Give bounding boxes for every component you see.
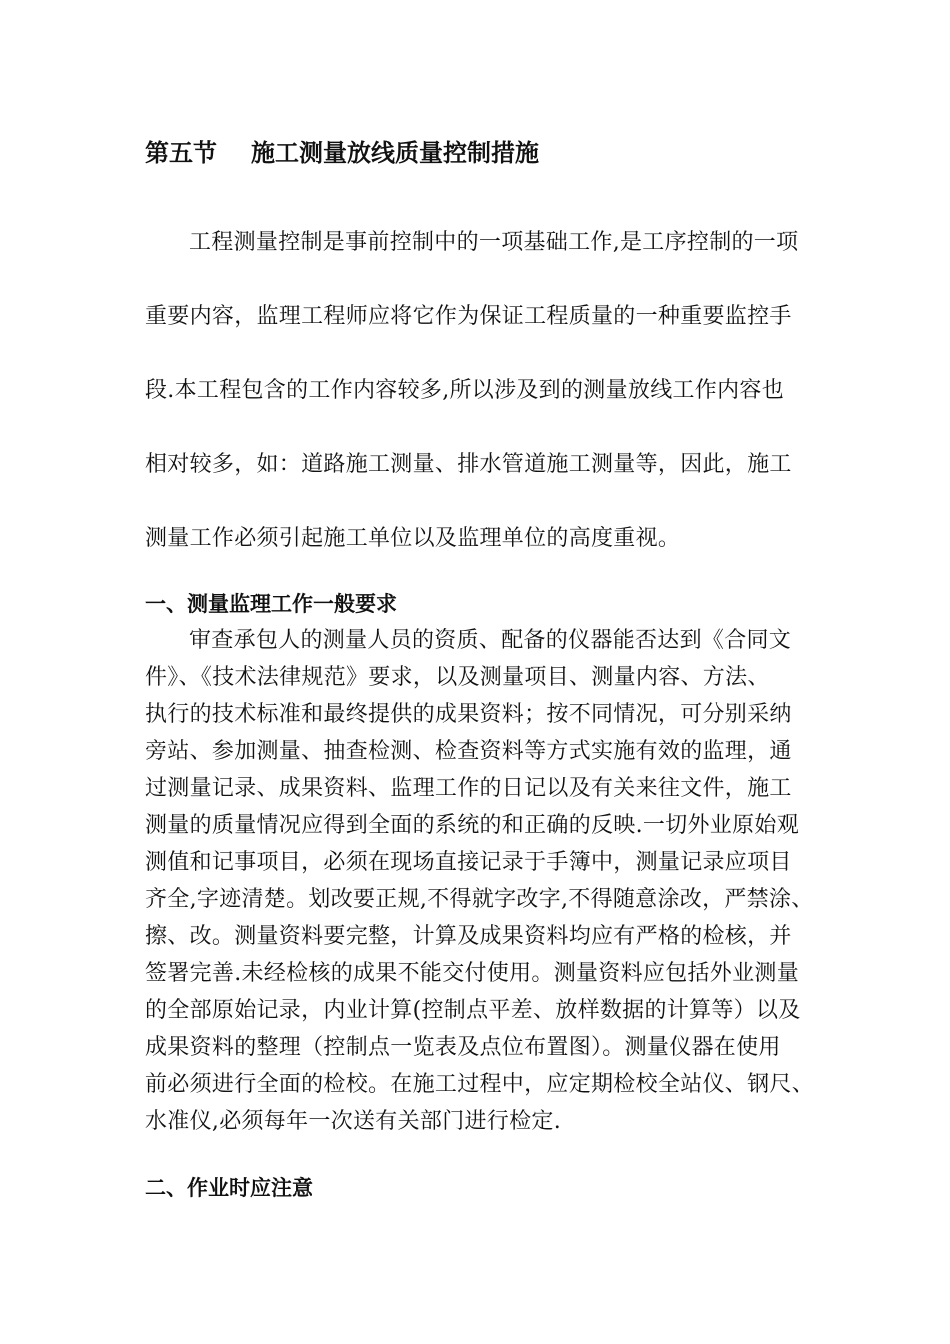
section-number: 第五节	[145, 139, 217, 167]
section-title	[145, 136, 539, 170]
body-line: 擦、改。测量资料要完整，计算及成果资料均应有严格的检核，并	[145, 924, 792, 949]
body-line: 成果资料的整理（控制点一览表及点位布置图）。测量仪器在使用	[145, 1035, 781, 1060]
intro-line: 段.本工程包含的工作内容较多,所以涉及到的测量放线工作内容也	[145, 378, 784, 403]
body-line: 过测量记录、成果资料、监理工作的日记以及有关来往文件，施工	[145, 776, 792, 801]
intro-line: 工程测量控制是事前控制中的一项基础工作,是工序控制的一项	[189, 230, 799, 255]
body-line: 水准仪,必须每年一次送有关部门进行检定.	[145, 1109, 561, 1134]
section-heading: 二、作业时应注意	[145, 1176, 313, 1200]
intro-line: 重要内容，监理工程师应将它作为保证工程质量的一种重要监控手	[145, 304, 792, 329]
intro-line: 相对较多，如：道路施工测量、排水管道施工测量等，因此，施工	[145, 452, 792, 477]
body-line: 件》、《技术法律规范》要求，以及测量项目、测量内容、方法、	[145, 665, 770, 690]
body-line: 签署完善.未经检核的成果不能交付使用。测量资料应包括外业测量	[145, 961, 799, 986]
intro-line: 测量工作必须引起施工单位以及监理单位的高度重视。	[145, 526, 681, 551]
section-heading: 一、测量监理工作一般要求	[145, 592, 397, 616]
body-line: 测值和记事项目，必须在现场直接记录于手簿中，测量记录应项目	[145, 850, 792, 875]
body-line: 齐全,字迹清楚。划改要正规,不得就字改字,不得随意涂改，严禁涂、	[145, 887, 814, 912]
body-line: 执行的技术标准和最终提供的成果资料；按不同情况，可分别采纳	[145, 702, 792, 727]
body-line: 前必须进行全面的检校。在施工过程中，应定期检校全站仪、钢尺、	[145, 1072, 815, 1097]
body-line: 的全部原始记录，内业计算(控制点平差、放样数据的计算等）以及	[145, 998, 801, 1023]
body-line: 旁站、参加测量、抽查检测、检查资料等方式实施有效的监理，通	[145, 739, 792, 764]
body-line: 审查承包人的测量人员的资质、配备的仪器能否达到《合同文	[189, 628, 792, 653]
body-line: 测量的质量情况应得到全面的系统的和正确的反映.一切外业原始观	[145, 813, 799, 838]
section-title-text: 施工测量放线质量控制措施	[251, 139, 539, 167]
